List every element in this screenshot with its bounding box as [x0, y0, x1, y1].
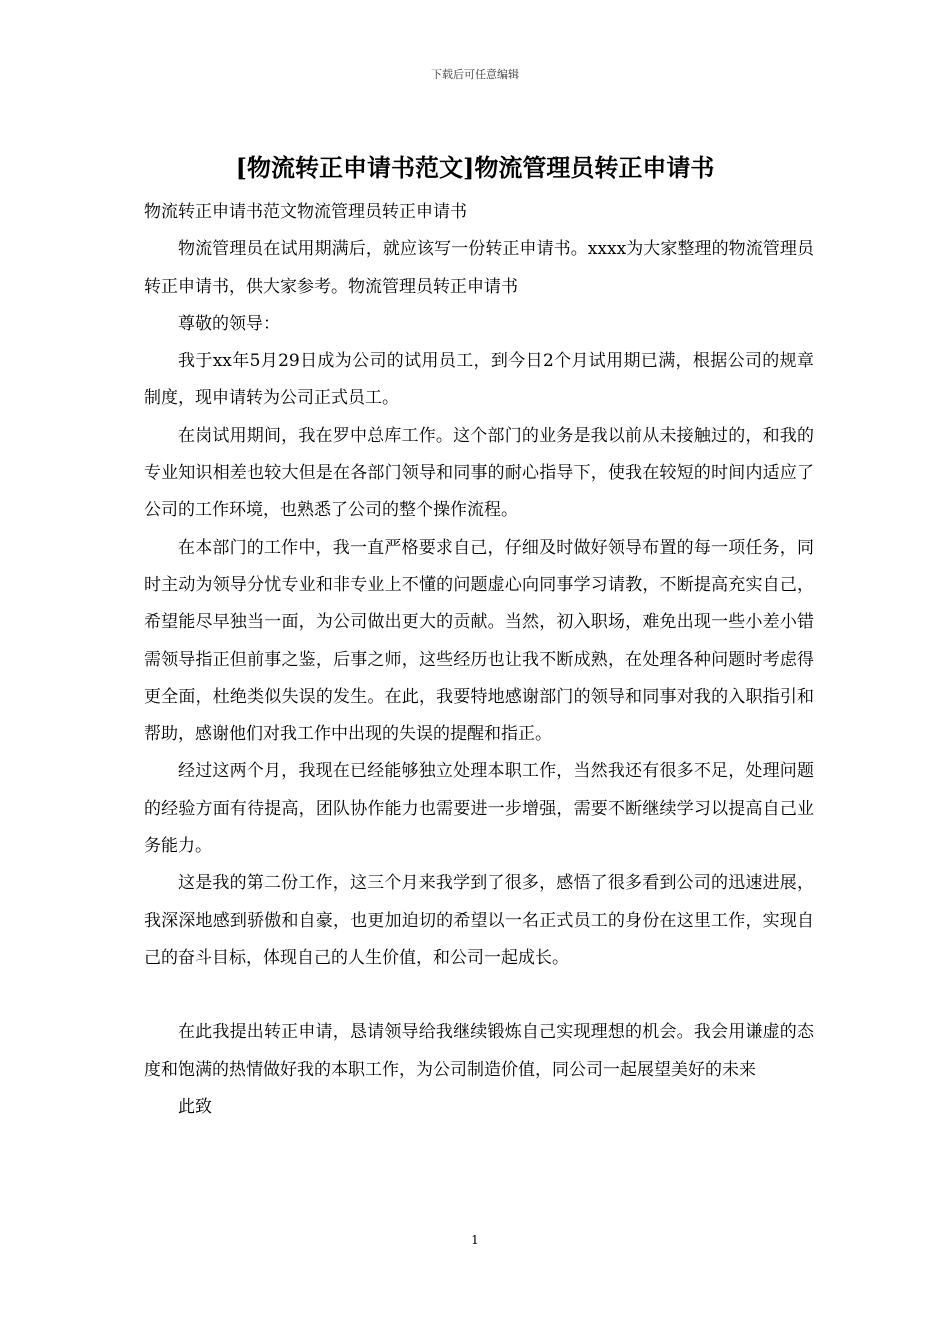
document-body — [144, 194, 814, 1126]
paragraph-work: 在本部门的工作中，我一直严格要求自己，仔细及时做好领导布置的每一项任务，同时主动为领导分忧专业和非专业上不懂的问题虚心向同事学习请教，不断提高充实自己，希望能尽早独当一面，为公司做出更大的贡献。当然，初入职场，难免出现一些小差小错需领导指正但前事之鉴，后事之师，这些经历也让我不断成熟，在处理各种问题时考虑得更全面，杜绝类似失误的发生。在此，我要特地感谢部门的领导和同事对我的入职指引和帮助，感谢他们对我工作中出现的失误的提醒和指正。 — [144, 537, 814, 745]
document-subtitle: 物流转正申请书范文物流管理员转正申请书 — [144, 202, 467, 222]
paragraph-closing: 此致 — [178, 1096, 212, 1117]
paragraph-intro: 物流管理员在试用期满后，就应该写一份转正申请书。xxxx为大家整理的物流管理员转正申请书，供大家参考。物流管理员转正申请书 — [144, 239, 814, 297]
document-title: [物流转正申请书范文]物流管理员转正申请书 — [235, 153, 715, 182]
paragraph-start-date: 我于xx年5月29日成为公司的试用员工，到今日2个月试用期已满，根据公司的规章制度，现申请转为公司正式员工。 — [144, 351, 814, 409]
paragraph-salutation: 尊敬的领导： — [178, 313, 280, 334]
paragraph-progress: 经过这两个月，我现在已经能够独立处理本职工作，当然我还有很多不足，处理问题的经验方面有待提高，团队协作能力也需要进一步增强，需要不断继续学习以提高自己业务能力。 — [144, 761, 814, 857]
page-number: 1 — [471, 1233, 479, 1247]
paragraph-request: 在此我提出转正申请，恳请领导给我继续锻炼自己实现理想的机会。我会用谦虚的态度和饱满的热情做好我的本职工作，为公司制造价值，同公司一起展望美好的未来 — [144, 1022, 814, 1080]
paragraph-reflection: 这是我的第二份工作，这三个月来我学到了很多，感悟了很多看到公司的迅速进展，我深深地感到骄傲和自豪，也更加迫切的希望以一名正式员工的身份在这里工作，实现自己的奋斗目标，体现自己的人生价值，和公司一起成长。 — [144, 873, 814, 968]
page-header: 下载后可任意编辑 — [431, 68, 519, 81]
paragraph-probation: 在岗试用期间，我在罗中总库工作。这个部门的业务是我以前从未接触过的，和我的专业知识相差也较大但是在各部门领导和同事的耐心指导下，使我在较短的时间内适应了公司的工作环境，也熟悉了公司的整个操作流程。 — [144, 425, 814, 521]
